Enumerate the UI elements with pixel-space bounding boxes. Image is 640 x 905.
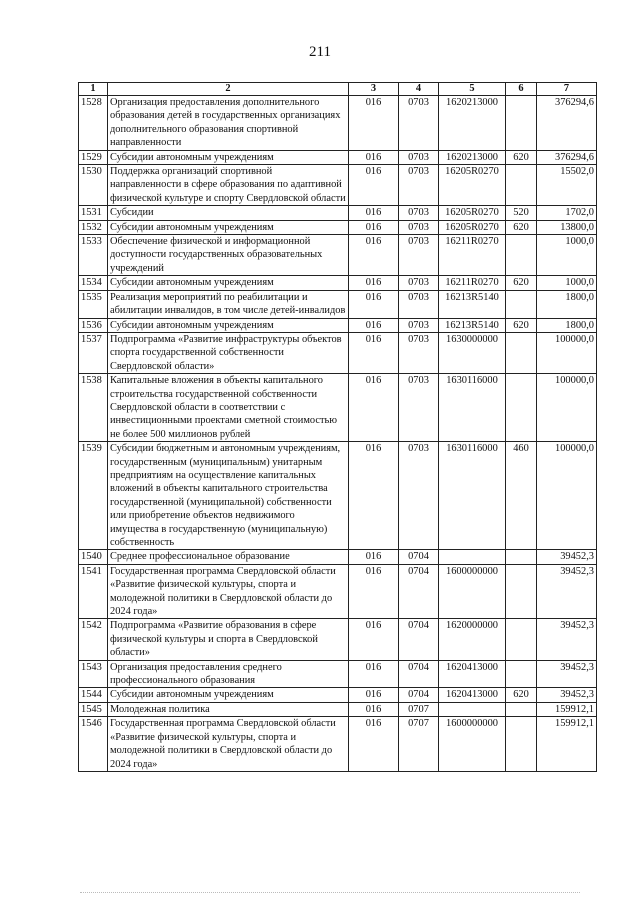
row-name-cell: Субсидии автономным учреждениям (108, 150, 349, 164)
amount-cell: 39452,3 (537, 660, 597, 688)
ministry-code-cell: 016 (349, 206, 399, 220)
expense-type-cell (506, 332, 537, 373)
ministry-code-cell: 016 (349, 96, 399, 151)
amount-cell: 100000,0 (537, 442, 597, 550)
row-number-cell: 1536 (79, 318, 108, 332)
target-article-cell: 1630116000 (439, 374, 506, 442)
ministry-code-cell: 016 (349, 702, 399, 716)
section-code-cell: 0704 (399, 564, 439, 619)
amount-cell: 100000,0 (537, 332, 597, 373)
table-row (79, 165, 597, 206)
table-row (79, 96, 597, 151)
section-code-cell: 0704 (399, 660, 439, 688)
section-code-cell: 0703 (399, 165, 439, 206)
target-article-cell: 16211R0270 (439, 235, 506, 276)
ministry-code-cell: 016 (349, 442, 399, 550)
row-number-cell: 1538 (79, 374, 108, 442)
section-code-cell: 0703 (399, 235, 439, 276)
amount-cell: 159912,1 (537, 717, 597, 772)
row-number-cell: 1544 (79, 688, 108, 702)
row-number-cell: 1529 (79, 150, 108, 164)
amount-cell: 1702,0 (537, 206, 597, 220)
target-article-cell: 16205R0270 (439, 165, 506, 206)
amount-cell: 376294,6 (537, 96, 597, 151)
expense-type-cell: 620 (506, 318, 537, 332)
row-name-cell: Подпрограмма «Развитие образования в сфере физической культуры и спорта в Свердловской области» (108, 619, 349, 660)
target-article-cell: 16211R0270 (439, 276, 506, 290)
expense-type-cell (506, 550, 537, 564)
expense-type-cell (506, 660, 537, 688)
row-name-cell: Государственная программа Свердловской области «Развитие физической культуры, спорта и молодежной политики в Свердловской области до 2024 года» (108, 717, 349, 772)
row-name-cell: Субсидии бюджетным и автономным учреждениям, государственным (муниципальным) унитарным предприятиям на осуществление капитальных вложений в объекты капитального строительства государственной (муниципальной) собственности или приобретение объектов недвижимого имущества в государственную (муниципальную) собственность (108, 442, 349, 550)
section-code-cell: 0703 (399, 374, 439, 442)
row-name-cell: Капитальные вложения в объекты капитального строительства государственной собственности Свердловской области в соответствии с инвестиционными проектами сметной стоимостью не более 500 миллионов рублей (108, 374, 349, 442)
ministry-code-cell: 016 (349, 564, 399, 619)
ministry-code-cell: 016 (349, 318, 399, 332)
ministry-code-cell: 016 (349, 660, 399, 688)
table-row (79, 550, 597, 564)
section-code-cell: 0703 (399, 276, 439, 290)
amount-cell: 1000,0 (537, 235, 597, 276)
expense-type-cell: 620 (506, 220, 537, 234)
row-name-cell: Субсидии автономным учреждениям (108, 276, 349, 290)
expense-type-cell: 620 (506, 150, 537, 164)
target-article-cell: 1620213000 (439, 150, 506, 164)
amount-cell: 159912,1 (537, 702, 597, 716)
target-article-cell (439, 550, 506, 564)
expense-type-cell: 520 (506, 206, 537, 220)
table-row (79, 150, 597, 164)
section-code-cell: 0704 (399, 619, 439, 660)
section-code-cell: 0704 (399, 688, 439, 702)
ministry-code-cell: 016 (349, 150, 399, 164)
table-row (79, 374, 597, 442)
row-number-cell: 1532 (79, 220, 108, 234)
amount-cell: 39452,3 (537, 564, 597, 619)
expense-type-cell (506, 374, 537, 442)
amount-cell: 13800,0 (537, 220, 597, 234)
amount-cell: 1800,0 (537, 290, 597, 318)
expense-type-cell (506, 290, 537, 318)
target-article-cell: 1620213000 (439, 96, 506, 151)
row-number-cell: 1543 (79, 660, 108, 688)
row-number-cell: 1533 (79, 235, 108, 276)
target-article-cell: 1630000000 (439, 332, 506, 373)
expense-type-cell (506, 702, 537, 716)
target-article-cell: 1600000000 (439, 564, 506, 619)
row-name-cell: Субсидии автономным учреждениям (108, 318, 349, 332)
column-header: 4 (399, 83, 439, 96)
section-code-cell: 0703 (399, 96, 439, 151)
table-row (79, 332, 597, 373)
row-name-cell: Организация предоставления среднего профессионального образования (108, 660, 349, 688)
row-number-cell: 1531 (79, 206, 108, 220)
target-article-cell: 1600000000 (439, 717, 506, 772)
section-code-cell: 0703 (399, 220, 439, 234)
table-body (79, 96, 597, 772)
table-row (79, 619, 597, 660)
row-number-cell: 1539 (79, 442, 108, 550)
row-number-cell: 1535 (79, 290, 108, 318)
amount-cell: 15502,0 (537, 165, 597, 206)
section-code-cell: 0703 (399, 332, 439, 373)
section-code-cell: 0704 (399, 550, 439, 564)
amount-cell: 39452,3 (537, 688, 597, 702)
column-header: 7 (537, 83, 597, 96)
table-row (79, 688, 597, 702)
ministry-code-cell: 016 (349, 276, 399, 290)
ministry-code-cell: 016 (349, 717, 399, 772)
row-name-cell: Подпрограмма «Развитие инфраструктуры объектов спорта государственной собственности Свердловской области» (108, 332, 349, 373)
row-number-cell: 1528 (79, 96, 108, 151)
section-code-cell: 0707 (399, 717, 439, 772)
table-row (79, 290, 597, 318)
amount-cell: 1800,0 (537, 318, 597, 332)
row-name-cell: Обеспечение физической и информационной доступности государственных образовательных учреждений (108, 235, 349, 276)
row-name-cell: Субсидии автономным учреждениям (108, 688, 349, 702)
target-article-cell: 1620000000 (439, 619, 506, 660)
section-code-cell: 0703 (399, 442, 439, 550)
ministry-code-cell: 016 (349, 220, 399, 234)
column-header: 2 (108, 83, 349, 96)
column-header: 3 (349, 83, 399, 96)
section-code-cell: 0703 (399, 150, 439, 164)
expense-type-cell: 460 (506, 442, 537, 550)
row-name-cell: Субсидии автономным учреждениям (108, 220, 349, 234)
amount-cell: 39452,3 (537, 619, 597, 660)
ministry-code-cell: 016 (349, 290, 399, 318)
table-row (79, 564, 597, 619)
table-row (79, 318, 597, 332)
expense-type-cell (506, 717, 537, 772)
row-number-cell: 1530 (79, 165, 108, 206)
row-number-cell: 1546 (79, 717, 108, 772)
target-article-cell: 16213R5140 (439, 318, 506, 332)
section-code-cell: 0703 (399, 290, 439, 318)
target-article-cell: 16213R5140 (439, 290, 506, 318)
expense-type-cell (506, 235, 537, 276)
ministry-code-cell: 016 (349, 374, 399, 442)
target-article-cell: 1630116000 (439, 442, 506, 550)
ministry-code-cell: 016 (349, 550, 399, 564)
expense-type-cell: 620 (506, 688, 537, 702)
expense-type-cell (506, 165, 537, 206)
expense-type-cell (506, 619, 537, 660)
row-number-cell: 1537 (79, 332, 108, 373)
row-number-cell: 1541 (79, 564, 108, 619)
ministry-code-cell: 016 (349, 332, 399, 373)
row-number-cell: 1545 (79, 702, 108, 716)
row-name-cell: Среднее профессиональное образование (108, 550, 349, 564)
table-row (79, 235, 597, 276)
ministry-code-cell: 016 (349, 235, 399, 276)
target-article-cell: 16205R0270 (439, 206, 506, 220)
amount-cell: 376294,6 (537, 150, 597, 164)
table-row (79, 206, 597, 220)
expense-type-cell (506, 96, 537, 151)
amount-cell: 100000,0 (537, 374, 597, 442)
target-article-cell: 1620413000 (439, 660, 506, 688)
section-code-cell: 0703 (399, 318, 439, 332)
row-name-cell: Государственная программа Свердловской области «Развитие физической культуры, спорта и молодежной политики в Свердловской области до 2024 года» (108, 564, 349, 619)
column-header: 6 (506, 83, 537, 96)
row-number-cell: 1534 (79, 276, 108, 290)
page-number: 211 (309, 44, 331, 60)
row-number-cell: 1540 (79, 550, 108, 564)
target-article-cell: 1620413000 (439, 688, 506, 702)
row-number-cell: 1542 (79, 619, 108, 660)
table-row (79, 717, 597, 772)
table-row (79, 660, 597, 688)
expense-type-cell: 620 (506, 276, 537, 290)
ministry-code-cell: 016 (349, 619, 399, 660)
target-article-cell (439, 702, 506, 716)
section-code-cell: 0707 (399, 702, 439, 716)
bottom-scan-line (80, 892, 580, 893)
section-code-cell: 0703 (399, 206, 439, 220)
ministry-code-cell: 016 (349, 165, 399, 206)
table-row (79, 442, 597, 550)
row-name-cell: Поддержка организаций спортивной направленности в сфере образования по адаптивной физической культуре и спорту Свердловской области (108, 165, 349, 206)
amount-cell: 1000,0 (537, 276, 597, 290)
ministry-code-cell: 016 (349, 688, 399, 702)
amount-cell: 39452,3 (537, 550, 597, 564)
table-row (79, 702, 597, 716)
column-header: 5 (439, 83, 506, 96)
row-name-cell: Реализация мероприятий по реабилитации и абилитации инвалидов, в том числе детей-инвалидов (108, 290, 349, 318)
table-row (79, 220, 597, 234)
budget-table (78, 82, 597, 772)
table-row (79, 276, 597, 290)
expense-type-cell (506, 564, 537, 619)
column-header: 1 (79, 83, 108, 96)
table-header-row (79, 83, 597, 96)
row-name-cell: Субсидии (108, 206, 349, 220)
row-name-cell: Организация предоставления дополнительного образования детей в государственных организациях дополнительного образования спортивной направленности (108, 96, 349, 151)
target-article-cell: 16205R0270 (439, 220, 506, 234)
row-name-cell: Молодежная политика (108, 702, 349, 716)
